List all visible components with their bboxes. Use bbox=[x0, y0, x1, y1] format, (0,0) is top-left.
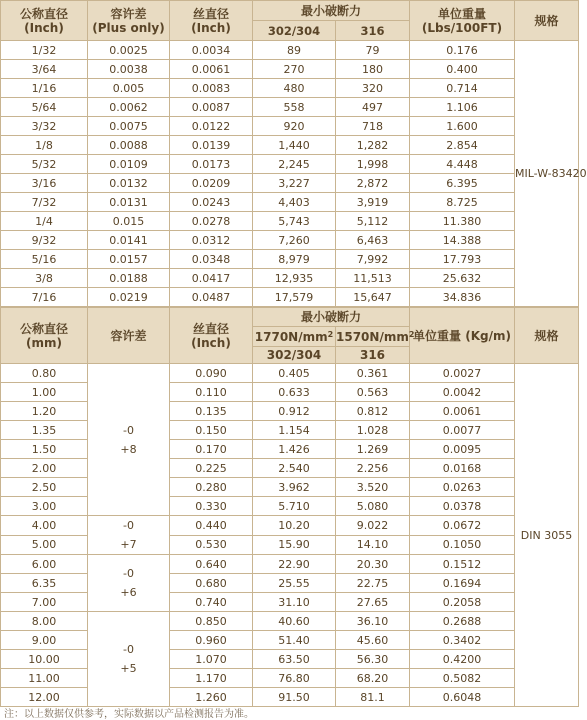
table-row bbox=[1, 535, 579, 555]
break-302-304-cell: 558 bbox=[253, 98, 336, 117]
nominal-diameter-cell: 7/32 bbox=[1, 193, 88, 212]
break-316-cell: 5,112 bbox=[336, 212, 410, 231]
break-1770-cell: 31.10 bbox=[253, 593, 336, 612]
break-1570-cell: 14.10 bbox=[336, 535, 410, 555]
table-row bbox=[1, 212, 579, 231]
table-row bbox=[1, 60, 579, 79]
unit-weight-cell: 25.632 bbox=[410, 269, 515, 288]
tolerance-cell: 0.0131 bbox=[88, 193, 170, 212]
table-row bbox=[1, 174, 579, 193]
break-316-cell: 79 bbox=[336, 41, 410, 60]
nominal-diameter-cell: 1/16 bbox=[1, 79, 88, 98]
wire-diameter-cell: 0.0034 bbox=[170, 41, 253, 60]
break-1570-cell: 0.361 bbox=[336, 364, 410, 383]
col-header-min-break: 最小破断力 bbox=[253, 308, 410, 327]
tolerance-cell: 0.0157 bbox=[88, 250, 170, 269]
break-1770-cell: 15.90 bbox=[253, 535, 336, 555]
tolerance-plus: +7 bbox=[120, 538, 137, 551]
nominal-diameter-cell: 7/16 bbox=[1, 288, 88, 307]
break-1570-cell: 22.75 bbox=[336, 574, 410, 593]
wire-diameter-cell: 0.0243 bbox=[170, 193, 253, 212]
wire-diameter-cell: 0.0139 bbox=[170, 136, 253, 155]
nominal-diameter-cell: 3/64 bbox=[1, 60, 88, 79]
tolerance-cell: 0.0088 bbox=[88, 136, 170, 155]
table-row bbox=[1, 383, 579, 402]
col-header-unit-weight: 单位重量 (Kg/m) bbox=[410, 308, 515, 364]
col-header-grade-302-304: 302/304 bbox=[253, 21, 336, 41]
break-302-304-cell: 7,260 bbox=[253, 231, 336, 250]
break-316-cell: 718 bbox=[336, 117, 410, 136]
unit-weight-cell: 8.725 bbox=[410, 193, 515, 212]
tolerance-group-cell bbox=[88, 555, 170, 612]
table-row bbox=[1, 136, 579, 155]
break-1570-cell: 56.30 bbox=[336, 650, 410, 669]
nominal-diameter-cell: 12.00 bbox=[1, 688, 88, 707]
unit-weight-cell: 0.4200 bbox=[410, 650, 515, 669]
wire-diameter-cell: 0.960 bbox=[170, 631, 253, 650]
unit-weight-cell: 0.0027 bbox=[410, 364, 515, 383]
break-316-cell: 320 bbox=[336, 79, 410, 98]
wire-diameter-cell: 0.0083 bbox=[170, 79, 253, 98]
tolerance-plus: +6 bbox=[120, 586, 137, 599]
break-316-cell: 6,463 bbox=[336, 231, 410, 250]
unit-weight-cell: 0.1694 bbox=[410, 574, 515, 593]
tolerance-cell: 0.0025 bbox=[88, 41, 170, 60]
break-1770-cell: 25.55 bbox=[253, 574, 336, 593]
unit-weight-cell: 0.0095 bbox=[410, 440, 515, 459]
unit-weight-cell: 17.793 bbox=[410, 250, 515, 269]
break-1570-cell: 2.256 bbox=[336, 459, 410, 478]
unit-weight-cell: 6.395 bbox=[410, 174, 515, 193]
nominal-diameter-cell: 11.00 bbox=[1, 669, 88, 688]
tolerance-cell: 0.0188 bbox=[88, 269, 170, 288]
break-302-304-cell: 1,440 bbox=[253, 136, 336, 155]
break-1570-cell: 1.028 bbox=[336, 421, 410, 440]
table-row bbox=[1, 574, 579, 593]
table-row bbox=[1, 459, 579, 478]
break-1770-cell: 63.50 bbox=[253, 650, 336, 669]
table-row bbox=[1, 250, 579, 269]
break-1770-cell: 1.426 bbox=[253, 440, 336, 459]
imperial-spec-table bbox=[0, 0, 587, 307]
spec-cell: DIN 3055 bbox=[515, 364, 579, 707]
col-header-nominal-diameter: 公称直径 (mm) bbox=[1, 308, 88, 364]
nominal-diameter-cell: 9/32 bbox=[1, 231, 88, 250]
nominal-diameter-cell: 6.35 bbox=[1, 574, 88, 593]
tolerance-group-cell bbox=[88, 364, 170, 516]
table-row bbox=[1, 79, 579, 98]
unit-weight-cell: 0.0378 bbox=[410, 497, 515, 516]
break-1770-cell: 1.154 bbox=[253, 421, 336, 440]
table-row bbox=[1, 440, 579, 459]
break-1770-cell: 2.540 bbox=[253, 459, 336, 478]
break-316-cell: 497 bbox=[336, 98, 410, 117]
wire-diameter-cell: 1.170 bbox=[170, 669, 253, 688]
nominal-diameter-cell: 7.00 bbox=[1, 593, 88, 612]
break-1570-cell: 36.10 bbox=[336, 612, 410, 631]
break-1570-cell: 5.080 bbox=[336, 497, 410, 516]
break-1770-cell: 0.912 bbox=[253, 402, 336, 421]
nominal-diameter-cell: 1.50 bbox=[1, 440, 88, 459]
break-1770-cell: 3.962 bbox=[253, 478, 336, 497]
nominal-diameter-cell: 5.00 bbox=[1, 535, 88, 555]
unit-weight-cell: 0.0672 bbox=[410, 516, 515, 536]
nominal-diameter-cell: 3/8 bbox=[1, 269, 88, 288]
wire-diameter-cell: 0.440 bbox=[170, 516, 253, 536]
tolerance-group-cell bbox=[88, 516, 170, 555]
table-row bbox=[1, 612, 579, 631]
nominal-diameter-cell: 1/4 bbox=[1, 212, 88, 231]
col-header-spec: 规格 bbox=[515, 308, 579, 364]
table-row bbox=[1, 669, 579, 688]
wire-diameter-cell: 0.150 bbox=[170, 421, 253, 440]
nominal-diameter-cell: 9.00 bbox=[1, 631, 88, 650]
table-row bbox=[1, 155, 579, 174]
nominal-diameter-cell: 5/32 bbox=[1, 155, 88, 174]
break-302-304-cell: 5,743 bbox=[253, 212, 336, 231]
unit-weight-cell: 1.106 bbox=[410, 98, 515, 117]
col-header-strength-1770: $1770N/mm^2$ bbox=[253, 327, 336, 347]
unit-weight-cell: 0.0168 bbox=[410, 459, 515, 478]
col-header-unit-weight: 单位重量 (Lbs/100FT) bbox=[410, 1, 515, 41]
col-header-tolerance: 容许差 bbox=[88, 308, 170, 364]
spec-cell: MIL-W-83420 bbox=[515, 41, 579, 307]
nominal-diameter-cell: 0.80 bbox=[1, 364, 88, 383]
table-row bbox=[1, 688, 579, 707]
break-1770-cell: 22.90 bbox=[253, 555, 336, 574]
nominal-diameter-cell: 1.00 bbox=[1, 383, 88, 402]
break-1770-cell: 0.633 bbox=[253, 383, 336, 402]
col-header-grade-316: 316 bbox=[336, 347, 410, 364]
unit-weight-cell: 0.0061 bbox=[410, 402, 515, 421]
unit-weight-cell: 0.0042 bbox=[410, 383, 515, 402]
break-316-cell: 11,513 bbox=[336, 269, 410, 288]
wire-diameter-cell: 0.330 bbox=[170, 497, 253, 516]
tolerance-cell: 0.0219 bbox=[88, 288, 170, 307]
table-row bbox=[1, 650, 579, 669]
nominal-diameter-cell: 8.00 bbox=[1, 612, 88, 631]
unit-weight-cell: 0.2058 bbox=[410, 593, 515, 612]
tolerance-plus: +8 bbox=[120, 442, 137, 456]
unit-weight-cell: 2.854 bbox=[410, 136, 515, 155]
tolerance-cell: 0.0075 bbox=[88, 117, 170, 136]
wire-diameter-cell: 0.225 bbox=[170, 459, 253, 478]
break-1770-cell: 0.405 bbox=[253, 364, 336, 383]
unit-weight-cell: 0.1050 bbox=[410, 535, 515, 555]
unit-weight-cell: 0.3402 bbox=[410, 631, 515, 650]
wire-diameter-cell: 0.0278 bbox=[170, 212, 253, 231]
tolerance-cell: 0.0038 bbox=[88, 60, 170, 79]
break-302-304-cell: 2,245 bbox=[253, 155, 336, 174]
wire-diameter-cell: 1.070 bbox=[170, 650, 253, 669]
break-316-cell: 1,282 bbox=[336, 136, 410, 155]
wire-diameter-cell: 0.0122 bbox=[170, 117, 253, 136]
unit-weight-cell: 0.0077 bbox=[410, 421, 515, 440]
wire-diameter-cell: 0.850 bbox=[170, 612, 253, 631]
break-302-304-cell: 4,403 bbox=[253, 193, 336, 212]
tolerance-cell: 0.0062 bbox=[88, 98, 170, 117]
col-header-wire-diameter: 丝直径 (Inch) bbox=[170, 308, 253, 364]
unit-weight-cell: 34.836 bbox=[410, 288, 515, 307]
break-302-304-cell: 8,979 bbox=[253, 250, 336, 269]
break-1570-cell: 81.1 bbox=[336, 688, 410, 707]
wire-diameter-cell: 0.0487 bbox=[170, 288, 253, 307]
col-header-spec: 规格 bbox=[515, 1, 579, 41]
col-header-grade-302-304: 302/304 bbox=[253, 347, 336, 364]
unit-weight-cell: 0.5082 bbox=[410, 669, 515, 688]
table-row bbox=[1, 269, 579, 288]
nominal-diameter-cell: 2.50 bbox=[1, 478, 88, 497]
nominal-diameter-cell: 4.00 bbox=[1, 516, 88, 536]
col-header-strength-1570: $1570N/mm^2$ bbox=[336, 327, 410, 347]
nominal-diameter-cell: 6.00 bbox=[1, 555, 88, 574]
break-316-cell: 7,992 bbox=[336, 250, 410, 269]
break-1570-cell: 3.520 bbox=[336, 478, 410, 497]
table-row bbox=[1, 402, 579, 421]
nominal-diameter-cell: 3.00 bbox=[1, 497, 88, 516]
unit-weight-cell: 0.0263 bbox=[410, 478, 515, 497]
break-1770-cell: 76.80 bbox=[253, 669, 336, 688]
wire-diameter-cell: 0.0209 bbox=[170, 174, 253, 193]
col-header-min-break: 最小破断力 bbox=[253, 1, 410, 21]
table-row bbox=[1, 41, 579, 60]
tolerance-minus: -0 bbox=[123, 519, 134, 532]
wire-diameter-cell: 0.680 bbox=[170, 574, 253, 593]
wire-diameter-cell: 0.0173 bbox=[170, 155, 253, 174]
break-316-cell: 1,998 bbox=[336, 155, 410, 174]
break-316-cell: 180 bbox=[336, 60, 410, 79]
table-row bbox=[1, 193, 579, 212]
wire-diameter-cell: 0.0312 bbox=[170, 231, 253, 250]
table-row bbox=[1, 631, 579, 650]
tolerance-cell: 0.0109 bbox=[88, 155, 170, 174]
wire-diameter-cell: 0.170 bbox=[170, 440, 253, 459]
wire-diameter-cell: 1.260 bbox=[170, 688, 253, 707]
break-1570-cell: 9.022 bbox=[336, 516, 410, 536]
break-1770-cell: 91.50 bbox=[253, 688, 336, 707]
table-row bbox=[1, 288, 579, 307]
nominal-diameter-cell: 3/16 bbox=[1, 174, 88, 193]
break-302-304-cell: 3,227 bbox=[253, 174, 336, 193]
tolerance-cell: 0.015 bbox=[88, 212, 170, 231]
nominal-diameter-cell: 1.20 bbox=[1, 402, 88, 421]
break-302-304-cell: 12,935 bbox=[253, 269, 336, 288]
tolerance-minus: -0 bbox=[123, 643, 134, 656]
col-header-nominal-diameter: 公称直径 (Inch) bbox=[1, 1, 88, 41]
wire-diameter-cell: 0.530 bbox=[170, 535, 253, 555]
table-row bbox=[1, 478, 579, 497]
unit-weight-cell: 0.176 bbox=[410, 41, 515, 60]
nominal-diameter-cell: 1/32 bbox=[1, 41, 88, 60]
imperial-table-body bbox=[1, 41, 587, 307]
wire-diameter-cell: 0.640 bbox=[170, 555, 253, 574]
unit-weight-cell: 11.380 bbox=[410, 212, 515, 231]
tolerance-plus: +5 bbox=[120, 662, 137, 675]
break-1570-cell: 0.812 bbox=[336, 402, 410, 421]
break-1770-cell: 5.710 bbox=[253, 497, 336, 516]
unit-weight-cell: 0.1512 bbox=[410, 555, 515, 574]
wire-diameter-cell: 0.280 bbox=[170, 478, 253, 497]
break-302-304-cell: 480 bbox=[253, 79, 336, 98]
wire-diameter-cell: 0.0087 bbox=[170, 98, 253, 117]
break-316-cell: 3,919 bbox=[336, 193, 410, 212]
table-row bbox=[1, 593, 579, 612]
break-1770-cell: 10.20 bbox=[253, 516, 336, 536]
tolerance-minus: -0 bbox=[123, 567, 134, 580]
wire-diameter-cell: 0.0061 bbox=[170, 60, 253, 79]
break-302-304-cell: 89 bbox=[253, 41, 336, 60]
table-row bbox=[1, 497, 579, 516]
table-row bbox=[1, 421, 579, 440]
tolerance-cell: 0.005 bbox=[88, 79, 170, 98]
tolerance-cell: 0.0132 bbox=[88, 174, 170, 193]
table-row bbox=[1, 98, 579, 117]
break-1570-cell: 1.269 bbox=[336, 440, 410, 459]
wire-diameter-cell: 0.090 bbox=[170, 364, 253, 383]
unit-weight-cell: 0.6048 bbox=[410, 688, 515, 707]
break-302-304-cell: 920 bbox=[253, 117, 336, 136]
wire-diameter-cell: 0.0417 bbox=[170, 269, 253, 288]
unit-weight-cell: 0.2688 bbox=[410, 612, 515, 631]
nominal-diameter-cell: 1.35 bbox=[1, 421, 88, 440]
break-1570-cell: 20.30 bbox=[336, 555, 410, 574]
break-302-304-cell: 270 bbox=[253, 60, 336, 79]
unit-weight-cell: 14.388 bbox=[410, 231, 515, 250]
metric-table-body bbox=[1, 364, 579, 707]
table-row bbox=[1, 117, 579, 136]
nominal-diameter-cell: 5/16 bbox=[1, 250, 88, 269]
table-row bbox=[1, 516, 579, 536]
wire-diameter-cell: 0.110 bbox=[170, 383, 253, 402]
break-1570-cell: 45.60 bbox=[336, 631, 410, 650]
wire-diameter-cell: 0.0348 bbox=[170, 250, 253, 269]
break-1570-cell: 68.20 bbox=[336, 669, 410, 688]
wire-diameter-cell: 0.135 bbox=[170, 402, 253, 421]
unit-weight-cell: 1.600 bbox=[410, 117, 515, 136]
unit-weight-cell: 0.400 bbox=[410, 60, 515, 79]
table-row bbox=[1, 555, 579, 574]
nominal-diameter-cell: 1/8 bbox=[1, 136, 88, 155]
nominal-diameter-cell: 10.00 bbox=[1, 650, 88, 669]
break-1570-cell: 0.563 bbox=[336, 383, 410, 402]
break-1770-cell: 51.40 bbox=[253, 631, 336, 650]
col-header-wire-diameter: 丝直径 (Inch) bbox=[170, 1, 253, 41]
break-316-cell: 2,872 bbox=[336, 174, 410, 193]
nominal-diameter-cell: 5/64 bbox=[1, 98, 88, 117]
col-header-tolerance: 容许差 (Plus only) bbox=[88, 1, 170, 41]
nominal-diameter-cell: 3/32 bbox=[1, 117, 88, 136]
wire-diameter-cell: 0.740 bbox=[170, 593, 253, 612]
break-302-304-cell: 17,579 bbox=[253, 288, 336, 307]
footnote: 注：以上数据仅供参考，实际数据以产品检测报告为准。 bbox=[4, 709, 254, 720]
unit-weight-cell: 0.714 bbox=[410, 79, 515, 98]
nominal-diameter-cell: 2.00 bbox=[1, 459, 88, 478]
col-header-grade-316: 316 bbox=[336, 21, 410, 41]
metric-spec-table bbox=[0, 307, 579, 707]
tolerance-group-cell bbox=[88, 612, 170, 707]
tolerance-cell: 0.0141 bbox=[88, 231, 170, 250]
break-1770-cell: 40.60 bbox=[253, 612, 336, 631]
break-316-cell: 15,647 bbox=[336, 288, 410, 307]
unit-weight-cell: 4.448 bbox=[410, 155, 515, 174]
table-row bbox=[1, 231, 579, 250]
table-row bbox=[1, 364, 579, 383]
tolerance-minus: -0 bbox=[123, 423, 134, 437]
break-1570-cell: 27.65 bbox=[336, 593, 410, 612]
